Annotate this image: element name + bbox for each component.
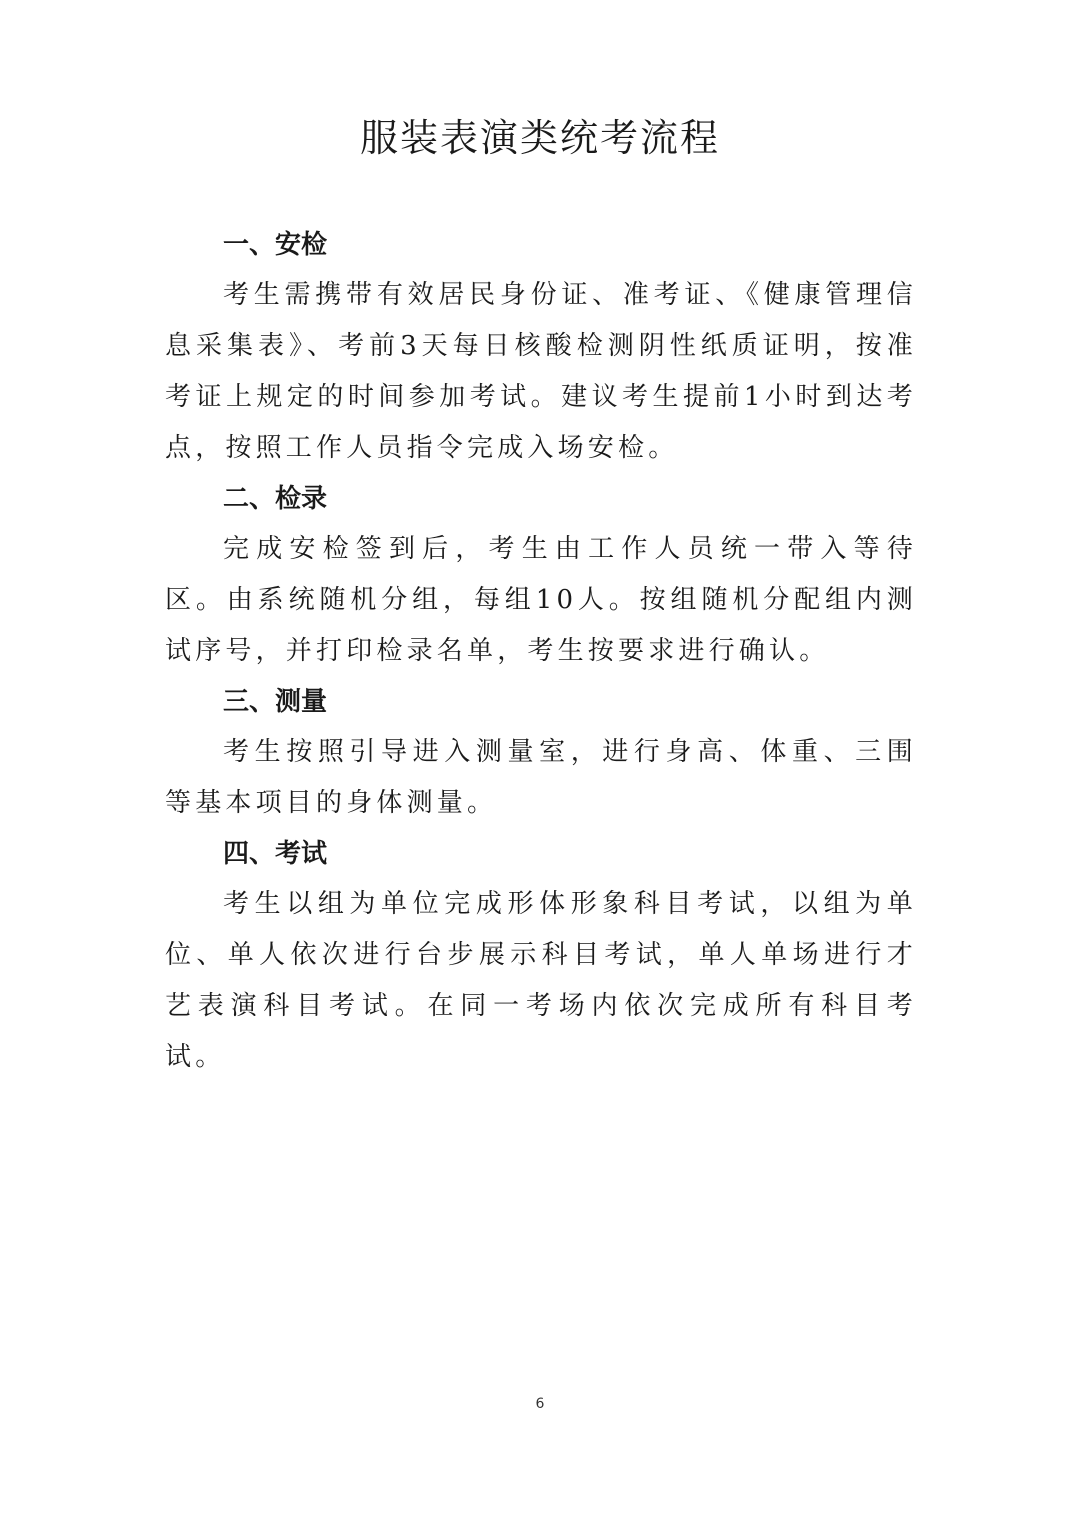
section-paragraph: 考生按照引导进入测量室，进行身高、体重、三围等基本项目的身体测量。 — [165, 737, 917, 818]
section-paragraph: 考生以组为单位完成形体形象科目考试，以组为单位、单人依次进行台步展示科目考试，单人单场进行才艺表演科目考试。在同一考场内依次完成所有科目考试。 — [165, 889, 917, 1072]
section-exam — [165, 829, 917, 1083]
document-body — [165, 220, 917, 1083]
section-measurement — [165, 677, 917, 829]
section-security-check — [165, 220, 917, 474]
document-title: 服装表演类统考流程 — [359, 116, 720, 160]
section-paragraph: 考生需携带有效居民身份证、准考证、《健康管理信息采集表》、考前3天每日核酸检测阴性纸质证明，按准考证上规定的时间参加考试。建议考生提前1小时到达考点，按照工作人员指令完成入场安检。 — [165, 280, 917, 463]
page-number: 6 — [535, 1396, 545, 1412]
section-paragraph: 完成安检签到后，考生由工作人员统一带入等待区。由系统随机分组，每组10人。按组随机分配组内测试序号，并打印检录名单，考生按要求进行确认。 — [165, 534, 917, 666]
section-heading: 二、检录 — [223, 484, 328, 514]
section-check-in — [165, 474, 917, 677]
section-heading: 一、安检 — [223, 230, 328, 260]
section-heading: 四、考试 — [223, 839, 328, 869]
section-heading: 三、测量 — [223, 687, 328, 717]
